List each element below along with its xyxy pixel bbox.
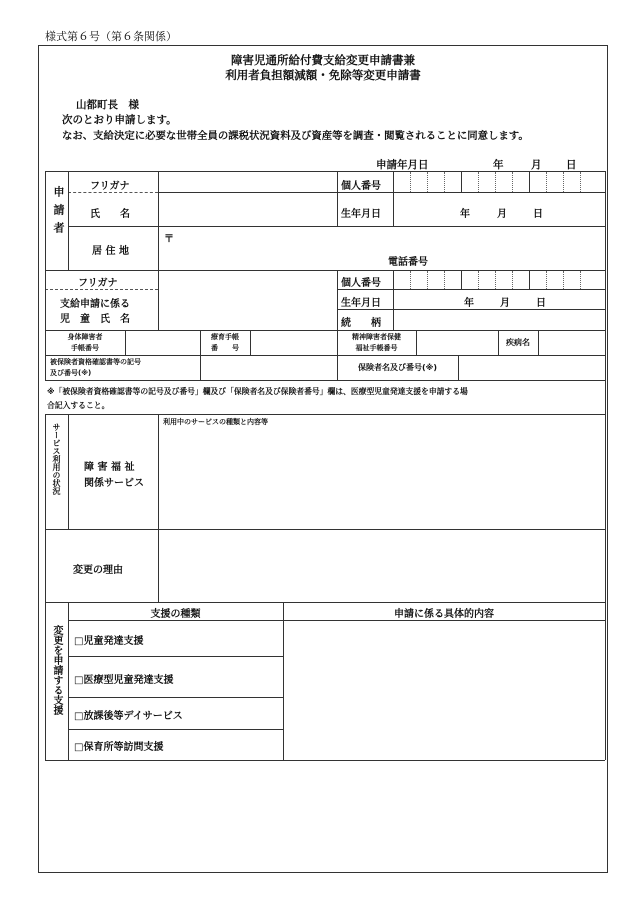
applicant-address-label: 居 住 地 <box>92 246 129 257</box>
form-number: 様式第６号（第６条関係） <box>45 30 177 43</box>
postal-mark: 〒 <box>164 234 174 245</box>
application-year-unit: 年 <box>493 159 504 171</box>
child-birthdate-label: 生年月日 <box>341 298 381 309</box>
disease-label: 疾病名 <box>506 338 530 347</box>
insurance-note-2: 合記入すること。 <box>47 401 110 410</box>
support-option-medical-child-dev[interactable]: □医療型児童発達支援 <box>74 675 174 686</box>
service-status-side-label: サービス利用の状況 <box>52 423 61 495</box>
child-name-label-2: 児 童 氏 名 <box>60 314 130 325</box>
child-birth-day-unit: 日 <box>536 298 546 309</box>
application-date-label: 申請年月日 <box>376 159 429 171</box>
service-label-2: 関係サービス <box>84 478 144 489</box>
child-birth-month-unit: 月 <box>500 298 510 309</box>
change-support-side-label: 変更を申請する支援 <box>51 625 62 715</box>
applicant-my-number-label: 個人番号 <box>341 181 381 192</box>
application-month-unit: 月 <box>531 159 542 171</box>
physical-handbook-label-1: 身体障害者 <box>67 333 103 341</box>
form-title-line2: 利用者負担額減額・免除等変更申請書 <box>225 68 421 82</box>
mental-handbook-label-1: 精神障害者保健 <box>352 333 401 341</box>
addressee: 山都町長 様 <box>76 99 139 111</box>
reason-label: 変更の理由 <box>73 565 123 576</box>
applicant-birth-day-unit: 日 <box>533 209 543 220</box>
insurance-cert-label-1: 被保険者資格確認書等の記号 <box>50 358 141 366</box>
form-title-line1: 障害児通所給付費支給変更申請書兼 <box>231 53 415 67</box>
child-birth-year-unit: 年 <box>464 298 474 309</box>
applicant-birth-month-unit: 月 <box>497 209 507 220</box>
insurance-cert-label-2: 及び番号(※) <box>50 369 92 377</box>
child-my-number-label: 個人番号 <box>341 278 381 289</box>
child-name-label-1: 支給申請に係る <box>60 299 130 310</box>
insurance-note-1: ※「被保険者資格確認書等の記号及び番号」欄及び「保険者名及び保険者番号」欄は、医療型児童発達支援を申請する場 <box>47 387 468 396</box>
mental-handbook-label-2: 福祉手帳番号 <box>355 344 398 352</box>
applicant-name-label: 氏 名 <box>90 209 130 220</box>
insurer-label: 保険者名及び番号(※) <box>357 363 438 372</box>
physical-handbook-label-2: 手帳番号 <box>71 344 99 352</box>
service-label-1: 障 害 福 祉 <box>84 462 135 473</box>
support-type-header: 支援の種類 <box>150 609 201 620</box>
relationship-label: 続 柄 <box>341 318 381 329</box>
applicant-birthdate-label: 生年月日 <box>341 209 381 220</box>
intro-text-1: 次のとおり申請します。 <box>62 114 177 126</box>
child-furigana-label: フリガナ <box>78 278 118 289</box>
application-day-unit: 日 <box>566 159 577 171</box>
service-hint: 利用中のサービスの種類と内容等 <box>163 418 268 426</box>
ryoiku-handbook-label-1: 療育手帳 <box>211 333 239 341</box>
ryoiku-handbook-label-2: 番 号 <box>211 344 239 352</box>
applicant-birth-year-unit: 年 <box>460 209 470 220</box>
support-detail-header: 申請に係る具体的内容 <box>394 609 494 620</box>
applicant-furigana-label: フリガナ <box>90 181 130 192</box>
support-option-nursery-visit[interactable]: □保育所等訪問支援 <box>74 742 164 753</box>
applicant-side-label: 申請者 <box>52 186 65 240</box>
intro-text-2: なお、支給決定に必要な世帯全員の課税状況資料及び資産等を調査・閲覧されることに同意します。 <box>62 130 529 142</box>
support-option-child-dev[interactable]: □児童発達支援 <box>74 636 144 647</box>
support-option-after-school[interactable]: □放課後等デイサービス <box>74 711 183 722</box>
phone-label: 電話番号 <box>388 257 428 268</box>
